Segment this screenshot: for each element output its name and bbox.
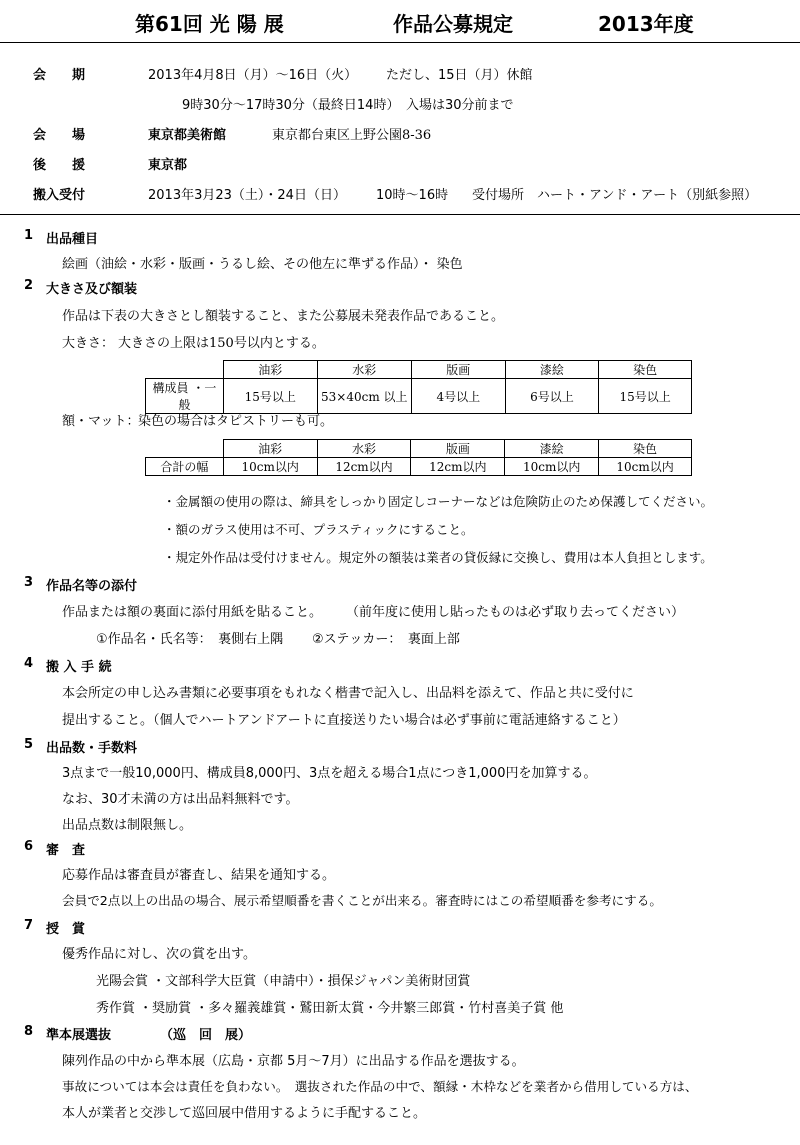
section-7-title: 授 賞 [46, 922, 86, 937]
section-1-number: 1 [24, 228, 34, 243]
venue-label: 会 場 [33, 128, 86, 143]
size-label: 大きさ： [62, 336, 115, 351]
frame-table-header-empty [146, 440, 224, 458]
section-1-line1: 絵画（油絵・水彩・版画・うるし絵、その他左に準ずる作品）・ 染色 [62, 257, 463, 272]
section-3-item1: ①作品名・氏名等： 裏側右上隅 [96, 632, 284, 647]
section-5-line2: なお、30才未満の方は出品料無料です。 [62, 792, 299, 807]
section-6-line1: 応募作品は審査員が審査し、結果を通知する。 [62, 868, 336, 883]
section-7-line2: 光陽会賞 ・文部科学大臣賞（申請中）・損保ジャパン美術財団賞 [96, 974, 471, 989]
section-5-line1: 3点まで一般10,000円、構成員8,000円、3点を超える場合1点につき1,000円を加算する。 [62, 766, 597, 781]
section-4-title: 搬 入 手 続 [46, 660, 112, 675]
size-table-cell: 6号以上 [505, 379, 599, 414]
intake-label: 搬入受付 [33, 188, 86, 203]
venue-address: 東京都台東区上野公園8-36 [272, 128, 432, 143]
size-table-header: 漆絵 [505, 361, 599, 379]
section-8-line2: 事故については本会は責任を負わない。 選抜された作品の中で、額縁・木枠などを業者から借用している方は、 [62, 1079, 698, 1094]
frame-label: 額・マット： [62, 414, 140, 429]
section-8-title: 準本展選抜 [46, 1028, 112, 1043]
section-2-note1: ・金属額の使用の際は、締具をしっかり固定しコーナーなどは危険防止のため保護してください。 [163, 494, 714, 509]
section-6-title: 審 査 [46, 843, 86, 858]
section-8-number: 8 [24, 1024, 34, 1039]
size-table-cell: 15号以上 [599, 379, 692, 414]
venue-name: 東京都美術館 [148, 128, 227, 143]
section-1-title: 出品種目 [46, 232, 99, 247]
title-main: 第61回 光 陽 展 [135, 12, 284, 36]
section-4-line2: 提出すること。（個人でハートアンドアートに直接送りたい場合は必ず事前に電話連絡すること） [62, 713, 626, 728]
size-table-header: 版画 [411, 361, 505, 379]
frame-table-cell: 12cm以内 [317, 458, 411, 476]
size-table-row-label: 構成員 ・一 般 [146, 379, 224, 414]
section-4-line1: 本会所定の申し込み書類に必要事項をもれなく楷書で記入し、出品料を添えて、作品と共に受付に [62, 686, 634, 701]
frame-table-cell: 10cm以内 [599, 458, 692, 476]
title-year: 2013年度 [598, 12, 694, 36]
frame-table-cell: 10cm以内 [505, 458, 599, 476]
section-6-number: 6 [24, 839, 34, 854]
support-value: 東京都 [148, 158, 188, 173]
frame-table-row [146, 458, 692, 476]
period-value: 2013年4月8日（月）～16日（火） [148, 68, 358, 83]
section-3-title: 作品名等の添付 [46, 579, 138, 594]
hours: 9時30分～17時30分（最終日14時） 入場は30分前まで [182, 98, 514, 113]
section-2-note3: ・規定外作品は受付けません。規定外の額装は業者の貸仮縁に交換し、費用は本人負担とします。 [163, 550, 713, 565]
section-2-title: 大きさ及び額装 [46, 282, 138, 297]
frame-table-header: 水彩 [317, 440, 411, 458]
frame-table-row-label: 合計の幅 [146, 458, 224, 476]
size-table [145, 360, 692, 414]
size-table-header-row [146, 361, 692, 379]
intake-date: 2013年3月23（土）・24日（日） [148, 188, 346, 203]
size-table-cell: 15号以上 [223, 379, 317, 414]
size-table-row [146, 379, 692, 414]
section-3-number: 3 [24, 575, 34, 590]
size-table-header-empty [146, 361, 224, 379]
title-divider [0, 42, 800, 43]
size-table-header: 染色 [599, 361, 692, 379]
section-5-title: 出品数・手数料 [46, 741, 138, 756]
period-note: ただし、15日（月）休館 [386, 68, 533, 83]
section-3-line1-note: （前年度に使用し貼ったものは必ず取り去ってください） [346, 605, 685, 620]
intake-time: 10時～16時 [376, 188, 449, 203]
section-3-line1: 作品または額の裏面に添付用紙を貼ること。 [62, 605, 323, 620]
section-7-number: 7 [24, 918, 34, 933]
frame-table [145, 439, 692, 476]
frame-table-header: 版画 [411, 440, 505, 458]
section-2-note2: ・額のガラス使用は不可、プラスティックにすること。 [163, 522, 474, 537]
title-sub: 作品公募規定 [393, 12, 513, 36]
frame-table-header: 油彩 [223, 440, 317, 458]
section-6-line2: 会員で2点以上の出品の場合、展示希望順番を書くことが出来る。審査時にはこの希望順番を参考にする。 [62, 893, 662, 908]
section-2-line1: 作品は下表の大きさとし額装すること、また公募展未発表作品であること。 [62, 309, 505, 324]
size-text: 大きさの上限は150号以内とする。 [118, 336, 325, 351]
section-8-line1: 陳列作品の中から準本展（広島・京都 5月～7月）に出品する作品を選抜する。 [62, 1054, 525, 1069]
section-7-line3: 秀作賞 ・奨励賞 ・多々羅義雄賞・鷲田新太賞・今井繁三郎賞・竹村喜美子賞 他 [96, 1001, 564, 1016]
size-table-header: 油彩 [223, 361, 317, 379]
frame-table-cell: 12cm以内 [411, 458, 505, 476]
frame-table-header-row [146, 440, 692, 458]
section-5-line3: 出品点数は制限無し。 [62, 818, 193, 833]
period-label: 会 期 [33, 68, 86, 83]
size-table-cell: 53×40cm 以上 [317, 379, 411, 414]
section-7-line1: 優秀作品に対し、次の賞を出す。 [62, 947, 256, 962]
size-table-cell: 4号以上 [411, 379, 505, 414]
frame-table-header: 漆絵 [505, 440, 599, 458]
frame-text: 染色の場合はタピストリーも可。 [138, 414, 334, 429]
section-8-line3: 本人が業者と交渉して巡回展中借用するように手配すること。 [62, 1106, 427, 1121]
header-divider [0, 214, 800, 215]
section-2-number: 2 [24, 278, 34, 293]
frame-table-header: 染色 [599, 440, 692, 458]
size-table-header: 水彩 [317, 361, 411, 379]
frame-table-cell: 10cm以内 [223, 458, 317, 476]
section-8-title-note: （巡 回 展） [160, 1028, 252, 1043]
section-5-number: 5 [24, 737, 34, 752]
section-3-item2: ②ステッカー： 裏面上部 [312, 632, 460, 647]
support-label: 後 援 [33, 158, 86, 173]
section-4-number: 4 [24, 656, 34, 671]
intake-place: 受付場所 ハート・アンド・アート（別紙参照） [472, 188, 758, 203]
